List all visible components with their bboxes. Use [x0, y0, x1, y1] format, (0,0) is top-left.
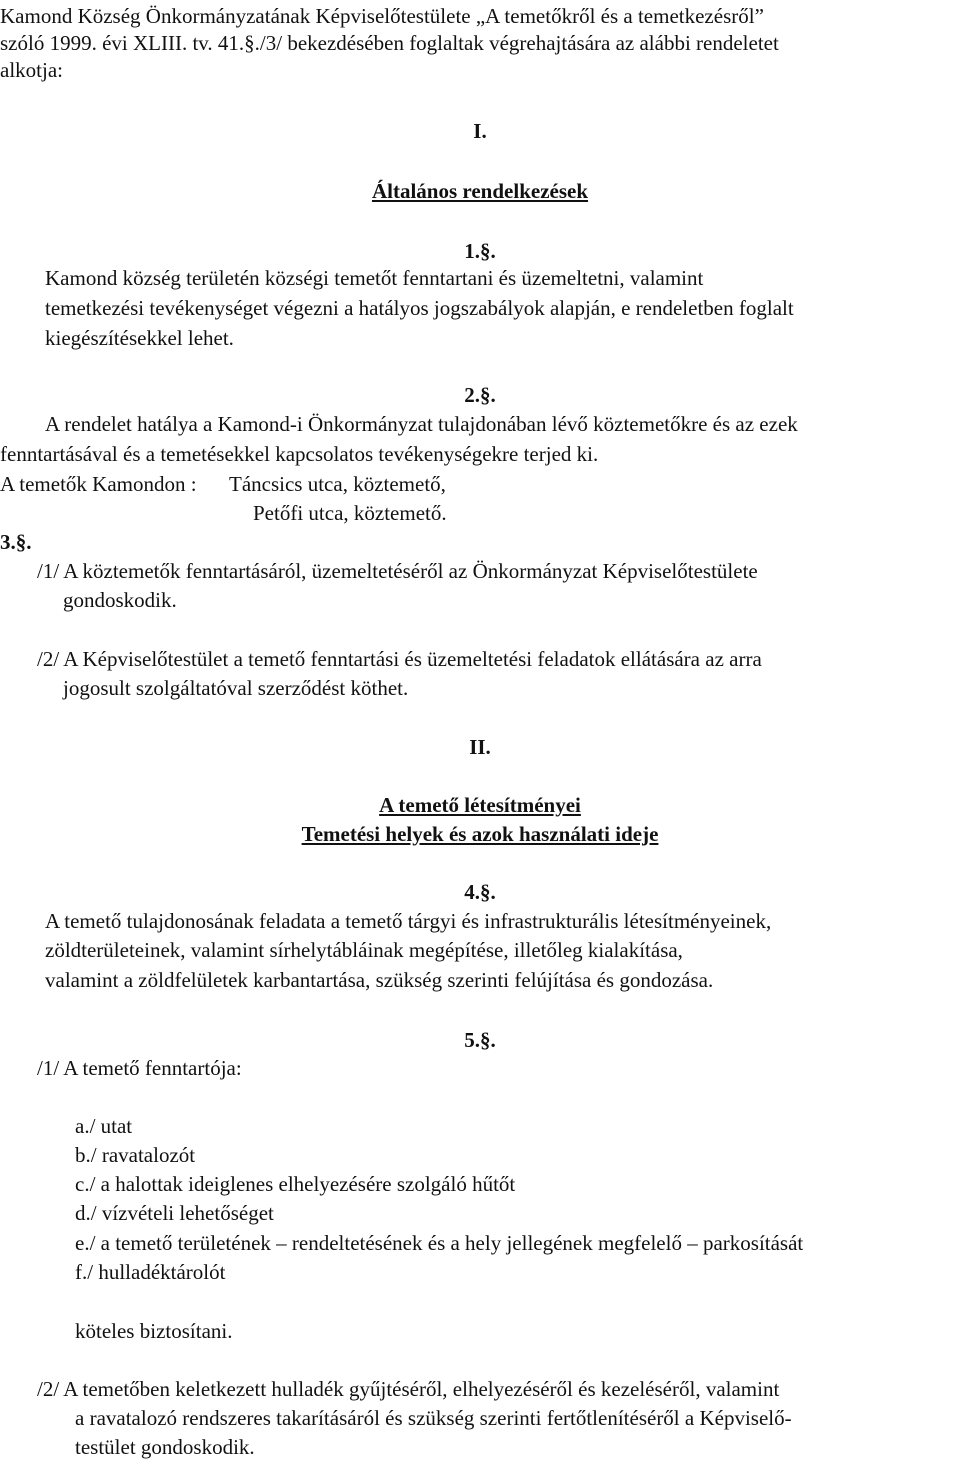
- chapter-2-title-1: A temető létesítményei: [379, 793, 581, 817]
- intro-line-1: Kamond Község Önkormányzatának Képviselőtestülete „A temetőkről és a temetkezésről”: [0, 4, 764, 28]
- section-3-p1-line-2: gondoskodik.: [63, 588, 177, 612]
- section-1-heading: 1.§.: [464, 239, 496, 263]
- section-5-item-b: b./ ravatalozót: [75, 1143, 196, 1167]
- intro-line-2: szóló 1999. évi XLIII. tv. 41.§./3/ bekezdésében foglaltak végrehajtására az alábbi rendeletet: [0, 31, 779, 55]
- section-5-item-d: d./ vízvételi lehetőséget: [75, 1201, 274, 1225]
- cemetery-1: Táncsics utca, köztemető,: [229, 472, 446, 496]
- section-4-heading: 4.§.: [464, 880, 496, 904]
- intro-line-3: alkotja:: [0, 58, 63, 82]
- section-2-heading: 2.§.: [464, 383, 496, 407]
- chapter-1-number: I.: [473, 119, 487, 143]
- section-1-line-1: Kamond község területén községi temetőt fenntartani és üzemeltetni, valamint: [45, 266, 704, 290]
- chapter-1-title: Általános rendelkezések: [371, 179, 589, 203]
- section-5-item-a: a./ utat: [75, 1114, 133, 1138]
- cemetery-2: Petőfi utca, köztemető.: [253, 501, 447, 525]
- section-2-line-2: fenntartásával és a temetésekkel kapcsolatos tevékenységekre terjed ki.: [0, 442, 599, 466]
- section-5-p2-line-2: a ravatalozó rendszeres takarításáról és szükség szerinti fertőtlenítéséről a Képviselő-: [75, 1406, 792, 1430]
- section-3-p2-line-1: /2/ A Képviselőtestület a temető fenntartási és üzemeltetési feladatok ellátására az arra: [37, 647, 762, 671]
- section-1-line-3: kiegészítésekkel lehet.: [45, 326, 234, 350]
- section-5-p1-intro: /1/ A temető fenntartója:: [37, 1056, 242, 1080]
- chapter-2-number: II.: [469, 735, 491, 759]
- section-5-p2-line-1: /2/ A temetőben keletkezett hulladék gyűjtéséről, elhelyezéséről és kezeléséről, valamint: [37, 1377, 780, 1401]
- section-5-p2-line-3: testület gondoskodik.: [75, 1435, 255, 1459]
- cemeteries-label: A temetők Kamondon :: [0, 472, 197, 496]
- chapter-2-title-2: Temetési helyek és azok használati ideje: [301, 822, 659, 846]
- section-5-item-f: f./ hulladéktárolót: [75, 1260, 226, 1284]
- section-3-p1-line-1: /1/ A köztemetők fenntartásáról, üzemeltetéséről az Önkormányzat Képviselőtestülete: [37, 559, 758, 583]
- section-4-line-3: valamint a zöldfelületek karbantartása, szükség szerinti felújítása és gondozása.: [45, 968, 714, 992]
- section-3-p2-line-2: jogosult szolgáltatóval szerződést köthet.: [63, 676, 409, 700]
- section-5-p1-end: köteles biztosítani.: [75, 1319, 233, 1343]
- section-5-heading: 5.§.: [464, 1028, 496, 1052]
- section-1-line-2: temetkezési tevékenységet végezni a hatályos jogszabályok alapján, e rendeletben foglalt: [45, 296, 794, 320]
- section-3-heading: 3.§.: [0, 530, 32, 554]
- section-5-item-c: c./ a halottak ideiglenes elhelyezésére szolgáló hűtőt: [75, 1172, 516, 1196]
- section-2-line-1: A rendelet hatálya a Kamond-i Önkormányzat tulajdonában lévő köztemetőkre és az ezek: [45, 412, 798, 436]
- section-4-line-1: A temető tulajdonosának feladata a temető tárgyi és infrastrukturális létesítményeinek,: [45, 909, 772, 933]
- section-5-item-e: e./ a temető területének – rendeltetésének és a hely jellegének megfelelő – parkosítását: [75, 1231, 804, 1255]
- section-4-line-2: zöldterületeinek, valamint sírhelytábláinak megépítése, illetőleg kialakítása,: [45, 938, 683, 962]
